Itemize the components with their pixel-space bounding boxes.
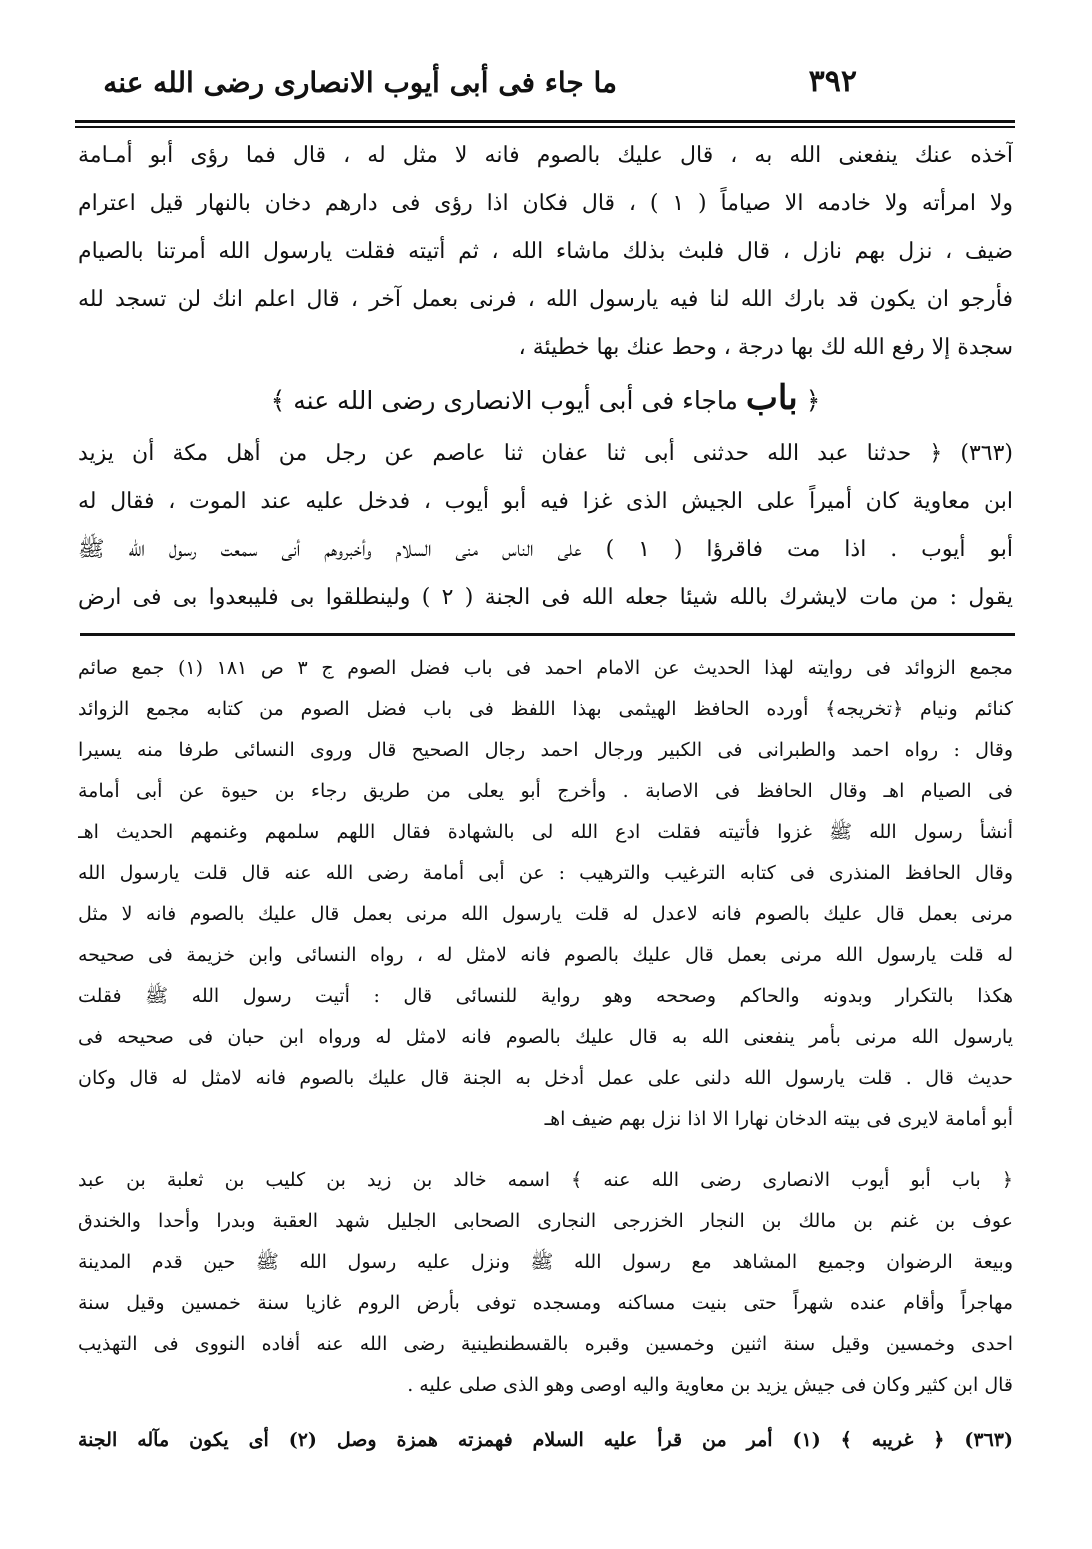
footnote-line: فى الصيام اهـ وقال الحافظ فى الاصابة . وأخرج أبو يعلى من طريق رجاء بن حيوة عن أبى أمامة: [78, 780, 1013, 802]
page-number: ٣٩٢: [808, 64, 857, 99]
footnotes-block: [78, 648, 1013, 1140]
running-title: ما جاء فى أبى أيوب الانصارى رضى الله عنه: [103, 66, 617, 99]
hadith-text: [78, 430, 1013, 622]
hadith-line: يقول : من مات لايشرك بالله شيئا جعله الله فى الجنة ( ٢ ) ولينطلقوا بى فليبعدوا بى فى ارض: [78, 585, 1013, 610]
bracket-close: ﴾: [270, 386, 286, 415]
footnote-line: أنشأ رسول الله ﷺ غزوا فأتيته فقلت ادع الله لى بالشهادة فقال اللهم سلمهم وغنمهم الحديث اهـ: [78, 821, 1013, 843]
footnote-bab-line: مهاجراً وأقام عنده شهراً حتى بنيت مساكنه ومسجده توفى بأرض الروم غازيا سنة خمسين وقيل سنة: [78, 1292, 1013, 1314]
bab-heading: [78, 374, 1013, 425]
footnote-bab-line: احدى وخمسين وقيل سنة اثنين وخمسين وقبره بالقسطنطينية رضى الله عنه أفاده النووى فى التهذيب: [78, 1333, 1013, 1355]
footnote-line: كنائم ونيام ﴿تخريجه﴾ أورده الحافظ الهيثمى بهذا اللفظ فى باب فضل الصوم من كتابه مجمع الزوائد: [78, 698, 1013, 720]
gharib-block: [78, 1420, 1013, 1461]
footnote-bab-line: ﴿ باب أبو أيوب الانصارى رضى الله عنه ﴾ اسمه خالد بن زيد بن كليب بن ثعلبة بن عبد: [78, 1169, 1013, 1191]
header-rule: [75, 120, 1015, 123]
page-header: [75, 62, 1017, 112]
footnote-bab-line: وبيعة الرضوان وجميع المشاهد مع رسول الله ﷺ ونزل عليه رسول الله ﷺ حين قدم المدينة: [78, 1251, 1013, 1273]
gharib-line: (٣٦٣) ﴿ غريبه ﴾ (١) أمر من قرأ عليه السلام فهمزته همزة وصل (٢) أى يكون مآله الجنة: [78, 1429, 1013, 1451]
header-rule-second: [75, 126, 1015, 128]
footnote-line: يارسول الله مرنى بأمر ينفعنى الله به قال عليك بالصوم فانه لامثل له ورواه ابن حبان فى صحيحه فى: [78, 1026, 1013, 1048]
text-line: فأرجو ان يكون قد بارك الله لنا فيه يارسول الله ، فرنى بعمل آخر ، قال اعلم انك لن تسجد لله: [78, 287, 1013, 312]
text-line: سجدة إلا رفع الله لك بها درجة ، وحط عنك بها خطيئة ،: [518, 335, 1013, 360]
text-line: ضيف ، نزل بهم نازل ، قال فلبث بذلك ماشاء الله ، ثم أتيته فقلت يارسول الله أمرتنا بالصيام: [78, 239, 1013, 264]
bab-title: ماجاء فى أبى أيوب الانصارى رضى الله عنه: [293, 386, 738, 415]
footnote-line: حديث قال . قلت يارسول الله دلنى على عمل أدخل به الجنة قال عليك بالصوم فانه لامثل له قال وكان: [78, 1067, 1013, 1089]
footnote-line: أبو أمامة لايرى فى بيته الدخان نهارا الا اذا نزل بهم ضيف اهـ: [544, 1108, 1013, 1130]
footnote-line: هكذا بالتكرار وبدونه والحاكم وصححه وهو رواية للنسائى قال : أتيت رسول الله ﷺ فقلت: [78, 985, 1013, 1007]
footnote-bab-block: [78, 1160, 1013, 1406]
footnote-bab-line: عوف بن غنم بن مالك بن النجار الخزرجى النجارى الصحابى الجليل شهد العقبة وبدرا وأحدا والخندق: [78, 1210, 1013, 1232]
footnote-rule: [80, 633, 1015, 636]
hadith-line: (٣٦٣) ﴿ حدثنا عبد الله حدثنى أبى ثنا عفان ثنا عاصم عن رجل من أهل مكة أن يزيد: [78, 441, 1013, 466]
main-text-top: [78, 132, 1013, 372]
footnote-line: مرنى بعمل قال عليك بالصوم فانه لاعدل له قلت يارسول الله مرنى بعمل قال عليك بالصوم فانه لا مثل: [78, 903, 1013, 925]
footnote-line: وقال : رواه احمد والطبرانى فى الكبير ورجال احمد رجال الصحيح قال وروى النسائى طرفا منه يسيرا: [78, 739, 1013, 761]
bab-word: باب: [745, 378, 798, 418]
hadith-line: أبو أيوب . اذا مت فاقرؤا ( ١ ) على الناس منى السلام وأخبروهم أنى سمعت رسول الله ﷺ: [78, 537, 1013, 562]
bracket-open: ﴿: [805, 386, 821, 415]
footnote-line: وقال الحافظ المنذرى فى كتابه الترغيب والترهيب : عن أبى أمامة رضى الله عنه قال قلت يارسول الله: [78, 862, 1013, 884]
footnote-bab-line: قال ابن كثير وكان فى جيش يزيد بن معاوية واليه اوصى وهو الذى صلى عليه .: [407, 1374, 1013, 1396]
hadith-line: ابن معاوية كان أميراً على الجيش الذى غزا فيه أبو أيوب ، فدخل عليه عند الموت ، فقال له: [78, 489, 1013, 514]
bab-heading-line: [78, 374, 1013, 425]
text-line: آخذه عنك ينفعنى الله به ، قال عليك بالصوم فانه لا مثل له ، قال فما رؤى أبو أمـامة: [78, 143, 1013, 168]
footnote-line: مجمع الزوائد فى روايته لهذا الحديث عن الامام احمد فى باب فضل الصوم ج ٣ ص ١٨١ (١) جمع صائم: [78, 657, 1013, 679]
footnote-line: له قلت يارسول الله مرنى بعمل قال عليك بالصوم فانه لامثل له ، رواه النسائى وابن خزيمة فى صحيحه: [78, 944, 1013, 966]
text-line: ولا امرأته ولا خادمه الا صياماً ( ١ ) ، قال فكان اذا رؤى فى دارهم دخان بالنهار قيل اعترام: [78, 191, 1013, 216]
